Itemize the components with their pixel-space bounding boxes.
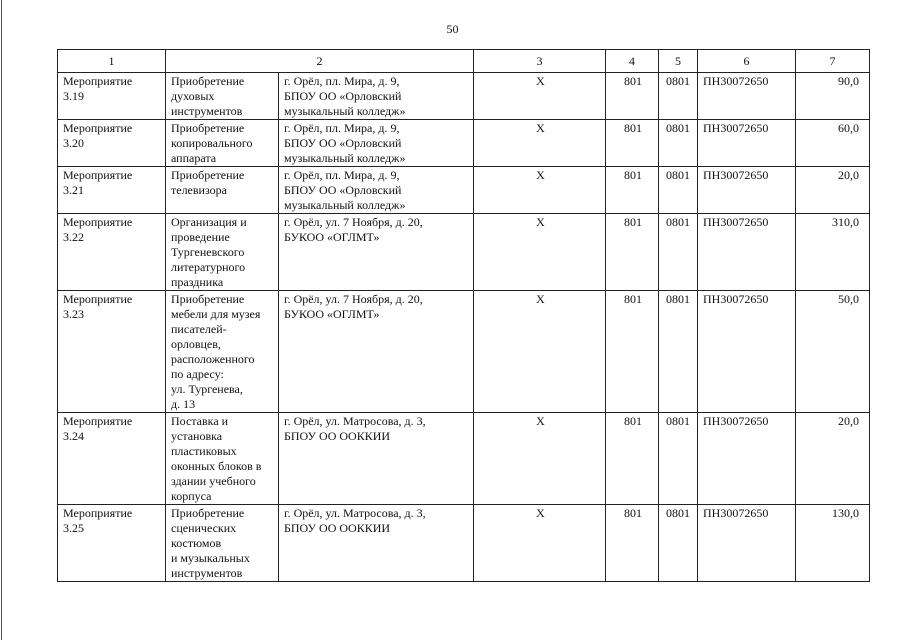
cell-col-3: X <box>474 214 606 291</box>
header-col-6: 6 <box>698 50 796 73</box>
cell-event-id: Мероприятие 3.22 <box>58 214 166 291</box>
header-col-3: 3 <box>474 50 606 73</box>
cell-col-7: 310,0 <box>796 214 870 291</box>
cell-event-name: Приобретение духовых инструментов <box>166 73 279 120</box>
cell-col-4: 801 <box>606 291 659 413</box>
cell-col-3: X <box>474 505 606 582</box>
header-col-4: 4 <box>606 50 659 73</box>
table-body <box>58 73 870 582</box>
table-row <box>58 167 870 214</box>
cell-event-name: Организация и проведение Тургеневского литературного праздника <box>166 214 279 291</box>
cell-col-5: 0801 <box>659 505 698 582</box>
cell-col-6: ПН30072650 <box>698 413 796 505</box>
cell-address: г. Орёл, ул. Матросова, д. 3, БПОУ ОО ООККИИ <box>279 413 474 505</box>
cell-col-7: 60,0 <box>796 120 870 167</box>
cell-col-3: X <box>474 73 606 120</box>
table-row <box>58 214 870 291</box>
cell-col-6: ПН30072650 <box>698 291 796 413</box>
cell-col-6: ПН30072650 <box>698 167 796 214</box>
cell-col-4: 801 <box>606 214 659 291</box>
cell-col-5: 0801 <box>659 291 698 413</box>
cell-address: г. Орёл, пл. Мира, д. 9, БПОУ ОО «Орловский музыкальный колледж» <box>279 73 474 120</box>
cell-col-3: X <box>474 291 606 413</box>
cell-address: г. Орёл, пл. Мира, д. 9, БПОУ ОО «Орловский музыкальный колледж» <box>279 167 474 214</box>
cell-col-7: 90,0 <box>796 73 870 120</box>
cell-col-3: X <box>474 120 606 167</box>
cell-col-5: 0801 <box>659 214 698 291</box>
cell-event-id: Мероприятие 3.19 <box>58 73 166 120</box>
cell-col-4: 801 <box>606 167 659 214</box>
cell-col-5: 0801 <box>659 413 698 505</box>
table-row <box>58 120 870 167</box>
table-header <box>58 50 870 73</box>
cell-event-name: Приобретение мебели для музея писателей- орловцев, расположенного по адресу: ул. Тургенева, д. 13 <box>166 291 279 413</box>
cell-address: г. Орёл, ул. Матросова, д. 3, БПОУ ОО ООККИИ <box>279 505 474 582</box>
cell-col-7: 50,0 <box>796 291 870 413</box>
cell-col-5: 0801 <box>659 167 698 214</box>
cell-address: г. Орёл, ул. 7 Ноября, д. 20, БУКОО «ОГЛМТ» <box>279 291 474 413</box>
cell-event-id: Мероприятие 3.24 <box>58 413 166 505</box>
cell-event-name: Приобретение копировального аппарата <box>166 120 279 167</box>
header-col-7: 7 <box>796 50 870 73</box>
cell-address: г. Орёл, пл. Мира, д. 9, БПОУ ОО «Орловский музыкальный колледж» <box>279 120 474 167</box>
table-row <box>58 291 870 413</box>
cell-event-name: Приобретение сценических костюмов и музыкальных инструментов <box>166 505 279 582</box>
cell-col-4: 801 <box>606 120 659 167</box>
cell-event-id: Мероприятие 3.23 <box>58 291 166 413</box>
cell-col-5: 0801 <box>659 73 698 120</box>
table-row <box>58 505 870 582</box>
cell-address: г. Орёл, ул. 7 Ноября, д. 20, БУКОО «ОГЛМТ» <box>279 214 474 291</box>
cell-col-5: 0801 <box>659 120 698 167</box>
cell-event-id: Мероприятие 3.21 <box>58 167 166 214</box>
cell-col-6: ПН30072650 <box>698 73 796 120</box>
table-row <box>58 413 870 505</box>
cell-col-4: 801 <box>606 413 659 505</box>
header-col-5: 5 <box>659 50 698 73</box>
scan-edge-line <box>1 0 2 640</box>
cell-col-7: 130,0 <box>796 505 870 582</box>
header-col-2: 2 <box>166 50 474 73</box>
cell-col-4: 801 <box>606 505 659 582</box>
header-col-1: 1 <box>58 50 166 73</box>
cell-col-4: 801 <box>606 73 659 120</box>
cell-col-3: X <box>474 167 606 214</box>
budget-table <box>57 49 870 582</box>
table-row <box>58 73 870 120</box>
cell-event-id: Мероприятие 3.20 <box>58 120 166 167</box>
cell-col-6: ПН30072650 <box>698 214 796 291</box>
cell-col-7: 20,0 <box>796 413 870 505</box>
cell-col-3: X <box>474 413 606 505</box>
cell-col-6: ПН30072650 <box>698 505 796 582</box>
page-number: 50 <box>446 22 459 36</box>
cell-event-id: Мероприятие 3.25 <box>58 505 166 582</box>
cell-col-6: ПН30072650 <box>698 120 796 167</box>
cell-col-7: 20,0 <box>796 167 870 214</box>
cell-event-name: Поставка и установка пластиковых оконных блоков в здании учебного корпуса <box>166 413 279 505</box>
cell-event-name: Приобретение телевизора <box>166 167 279 214</box>
